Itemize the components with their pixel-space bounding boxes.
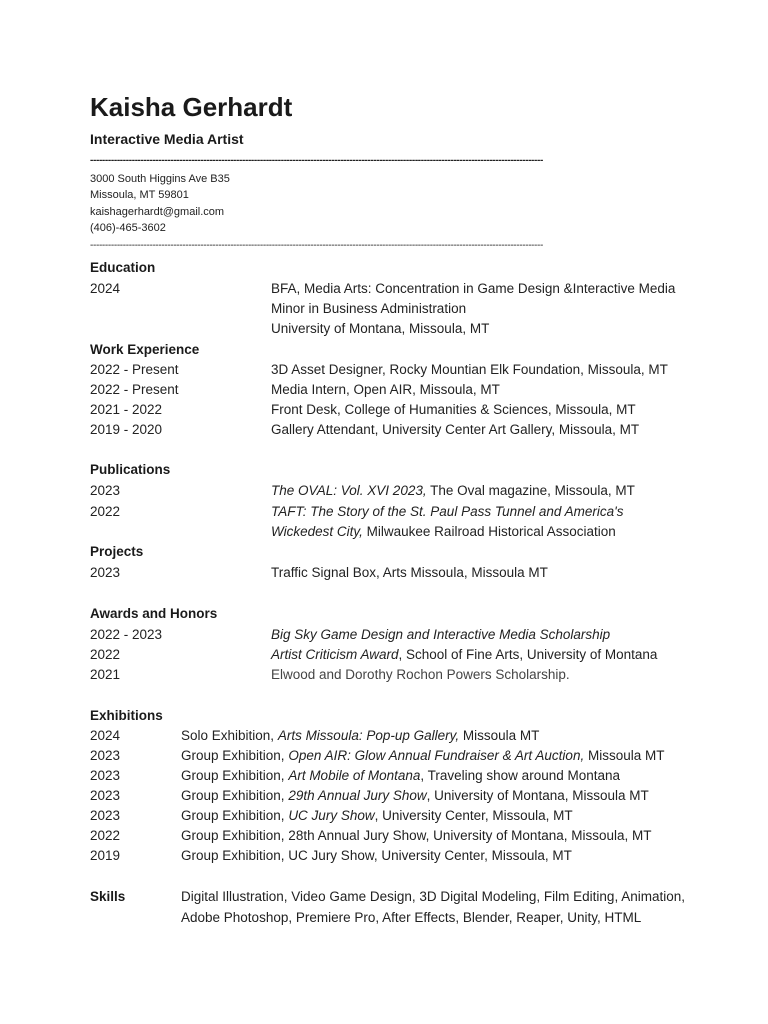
work-heading: Work Experience: [90, 342, 200, 357]
email: kaishagerhardt@gmail.com: [90, 205, 225, 218]
education-minor: Minor in Business Administration: [271, 301, 467, 316]
divider-bottom: --------------------------------------------------------------------------------------------------------------------------------------------------------: [90, 240, 543, 251]
education-year: 2024: [90, 281, 121, 296]
exhibition-entry: Group Exhibition, Art Mobile of Montana, Traveling show around Montana: [181, 768, 621, 783]
award-years: 2022: [90, 647, 121, 662]
exhibition-year: 2022: [90, 828, 121, 843]
exhibition-entry: Group Exhibition, Open AIR: Glow Annual Fundraiser & Art Auction, Missoula MT: [181, 748, 665, 763]
exhibition-year: 2023: [90, 748, 121, 763]
work-years: 2019 - 2020: [90, 422, 163, 437]
phone: (406)-465-3602: [90, 221, 166, 234]
resume-title: Interactive Media Artist: [90, 131, 244, 147]
publication-entry: TAFT: The Story of the St. Paul Pass Tunnel and America's: [271, 504, 624, 519]
resume-name: Kaisha Gerhardt: [90, 92, 293, 122]
exhibition-entry: Group Exhibition, UC Jury Show, University Center, Missoula, MT: [181, 808, 573, 823]
work-desc: Media Intern, Open AIR, Missoula, MT: [271, 382, 500, 397]
divider-top: --------------------------------------------------------------------------------------------------------------------------------------------------------: [90, 155, 543, 166]
work-desc: 3D Asset Designer, Rocky Mountian Elk Foundation, Missoula, MT: [271, 362, 668, 377]
exhibition-year: 2023: [90, 808, 121, 823]
publications-heading: Publications: [90, 462, 171, 477]
exhibition-entry: Solo Exhibition, Arts Missoula: Pop-up Gallery, Missoula MT: [181, 728, 540, 743]
exhibitions-heading: Exhibitions: [90, 708, 163, 723]
publication-year: 2023: [90, 483, 121, 498]
projects-heading: Projects: [90, 544, 144, 559]
work-desc: Front Desk, College of Humanities & Sciences, Missoula, MT: [271, 402, 636, 417]
exhibition-year: 2023: [90, 788, 121, 803]
work-years: 2022 - Present: [90, 362, 179, 377]
education-degree: BFA, Media Arts: Concentration in Game Design &Interactive Media: [271, 281, 676, 296]
exhibition-year: 2024: [90, 728, 121, 743]
contact-block: [90, 171, 230, 236]
exhibition-entry: Group Exhibition, 28th Annual Jury Show, University of Montana, Missoula, MT: [181, 828, 652, 843]
project-year: 2023: [90, 565, 121, 580]
award-entry: Elwood and Dorothy Rochon Powers Scholarship.: [271, 667, 570, 682]
address-line-2: Missoula, MT 59801: [90, 189, 189, 202]
education-school: University of Montana, Missoula, MT: [271, 321, 490, 336]
exhibition-entry: Group Exhibition, UC Jury Show, University Center, Missoula, MT: [181, 848, 572, 863]
award-entry: Artist Criticism Award, School of Fine Arts, University of Montana: [271, 647, 658, 662]
award-years: 2022 - 2023: [90, 627, 163, 642]
exhibition-entry: Group Exhibition, 29th Annual Jury Show, University of Montana, Missoula MT: [181, 788, 649, 803]
address-line-1: 3000 South Higgins Ave B35: [90, 173, 230, 185]
awards-heading: Awards and Honors: [90, 606, 218, 621]
exhibition-year: 2019: [90, 848, 121, 863]
publication-entry: The OVAL: Vol. XVI 2023, The Oval magazine, Missoula, MT: [271, 483, 635, 498]
work-desc: Gallery Attendant, University Center Art Gallery, Missoula, MT: [271, 422, 640, 437]
award-years: 2021: [90, 667, 121, 682]
work-years: 2021 - 2022: [90, 402, 163, 417]
project-desc: Traffic Signal Box, Arts Missoula, Missoula MT: [271, 565, 548, 580]
work-years: 2022 - Present: [90, 382, 179, 397]
skills-line-1: Digital Illustration, Video Game Design, 3D Digital Modeling, Film Editing, Animation,: [181, 889, 685, 904]
exhibition-year: 2023: [90, 768, 121, 783]
publication-year: 2022: [90, 504, 121, 519]
education-heading: Education: [90, 260, 156, 275]
skills-line-2: Adobe Photoshop, Premiere Pro, After Effects, Blender, Reaper, Unity, HTML: [181, 910, 642, 925]
award-entry: Big Sky Game Design and Interactive Media Scholarship: [271, 627, 611, 642]
publication-entry-cont: Wickedest City, Milwaukee Railroad Historical Association: [271, 524, 616, 539]
skills-heading: Skills: [90, 889, 126, 904]
